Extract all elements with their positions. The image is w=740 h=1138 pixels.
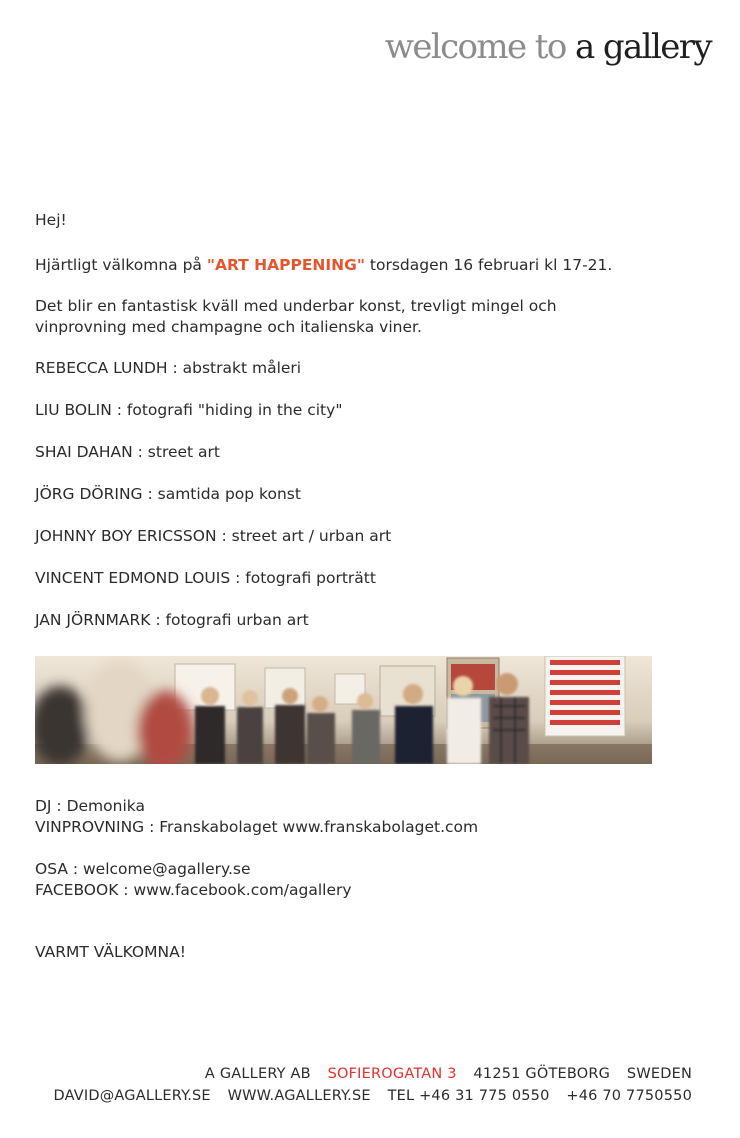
footer-street: SOFIEROGATAN 3 <box>327 1066 457 1082</box>
event-name: "ART HAPPENING" <box>206 256 365 274</box>
footer-mobile: +46 70 7750550 <box>566 1088 692 1104</box>
artist-item: JOHNNY BOY ERICSSON : street art / urban art <box>35 527 392 545</box>
footer-postal: 41251 GÖTEBORG <box>473 1066 611 1082</box>
description-line-1: Det blir en fantastisk kväll med underbar konst, trevligt mingel och <box>35 297 557 315</box>
footer-address-line <box>205 1065 692 1083</box>
artist-item: LIU BOLIN : fotografi "hiding in the city" <box>35 401 343 419</box>
footer-web[interactable]: WWW.AGALLERY.SE <box>227 1088 371 1104</box>
artist-item: VINCENT EDMOND LOUIS : fotografi porträtt <box>35 569 376 587</box>
gallery-logo <box>384 27 711 67</box>
welcome-prefix: Hjärtligt välkomna på <box>35 256 207 274</box>
logo-gallery-text: a gallery <box>574 27 711 67</box>
artist-item: JAN JÖRNMARK : fotografi urban art <box>35 611 309 629</box>
artist-item: JÖRG DÖRING : samtida pop konst <box>35 485 301 503</box>
dj-line: DJ : Demonika <box>35 797 145 815</box>
gallery-event-photo <box>35 656 652 764</box>
footer-email[interactable]: DAVID@AGALLERY.SE <box>53 1088 211 1104</box>
footer-country: SWEDEN <box>626 1066 692 1082</box>
facebook-line: FACEBOOK : www.facebook.com/agallery <box>35 881 352 899</box>
closing-line: VARMT VÄLKOMNA! <box>35 943 186 961</box>
wine-line: VINPROVNING : Franskabolaget www.franskabolaget.com <box>35 818 479 836</box>
artist-item: SHAI DAHAN : street art <box>35 443 221 461</box>
osa-line: OSA : welcome@agallery.se <box>35 860 251 878</box>
logo-welcome-text: welcome to <box>384 27 566 67</box>
greeting: Hej! <box>35 211 67 229</box>
artist-item: REBECCA LUNDH : abstrakt måleri <box>35 359 302 377</box>
welcome-line <box>35 255 612 275</box>
description-line-2: vinprovning med champagne och italienska viner. <box>35 318 422 336</box>
welcome-suffix: torsdagen 16 februari kl 17-21. <box>364 256 613 274</box>
footer-tel: TEL +46 31 775 0550 <box>387 1088 550 1104</box>
footer-company: A GALLERY AB <box>204 1066 311 1082</box>
footer-contact-line <box>53 1087 692 1105</box>
